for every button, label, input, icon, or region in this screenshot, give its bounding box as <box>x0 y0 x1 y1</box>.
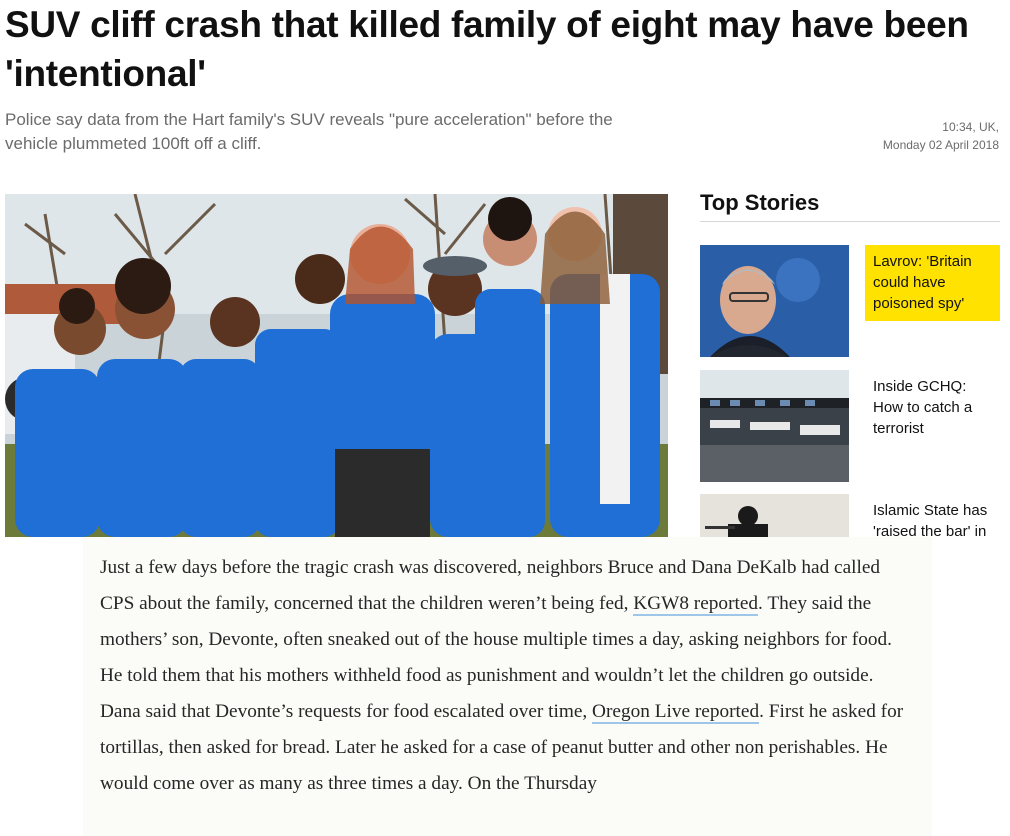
hero-photo <box>5 194 668 537</box>
story-thumbnail[interactable] <box>700 245 849 357</box>
article-excerpt <box>83 537 932 836</box>
top-stories-title: Top Stories <box>700 188 1000 222</box>
story-headline[interactable]: Lavrov: 'Britain could have poisoned spy' <box>865 245 1000 321</box>
kgw8-link[interactable]: KGW8 reported <box>633 593 759 614</box>
timestamp-time: 10:34, UK, <box>942 120 999 134</box>
standfirst: Police say data from the Hart family's SUV reveals "pure acceleration" before the vehicle plummeted 100ft off a cliff. <box>5 110 613 153</box>
paragraph-text-2: . They said the mothers’ son, Devonte, often sneaked out of the house multiple times a day, asking neighbors for food. He told them that his mothers withheld food as punishment and wouldn’t let the children go outside. Dana said that Devonte’s requests for food escalated over time, <box>100 593 892 722</box>
timestamp <box>883 118 999 154</box>
headline: SUV cliff crash that killed family of eight may have been 'intentional' <box>5 4 969 94</box>
article-paragraph <box>100 550 915 802</box>
paragraph-text-3: . First he asked for tortillas, then asked for bread. Later he asked for a case of peanut butter and other non perishables. He would come over as many as three times a day. On the Thursday <box>100 701 904 794</box>
oregon-live-link[interactable]: Oregon Live reported <box>592 701 760 722</box>
story-headline[interactable]: Islamic State has 'raised the bar' in <box>873 502 988 537</box>
story-thumbnail[interactable] <box>700 494 849 537</box>
top-story-item[interactable] <box>700 370 1000 482</box>
top-story-item[interactable] <box>700 245 1000 357</box>
story-headline[interactable]: Inside GCHQ: How to catch a terrorist <box>873 378 973 437</box>
paragraph-text-1: Just a few days before the tragic crash was discovered, neighbors Bruce and Dana DeKalb had called CPS about the family, concerned that the children weren’t being fed, <box>100 557 881 614</box>
story-thumbnail[interactable] <box>700 370 849 482</box>
timestamp-date: Monday 02 April 2018 <box>882 138 999 152</box>
top-story-item[interactable] <box>700 494 1000 537</box>
